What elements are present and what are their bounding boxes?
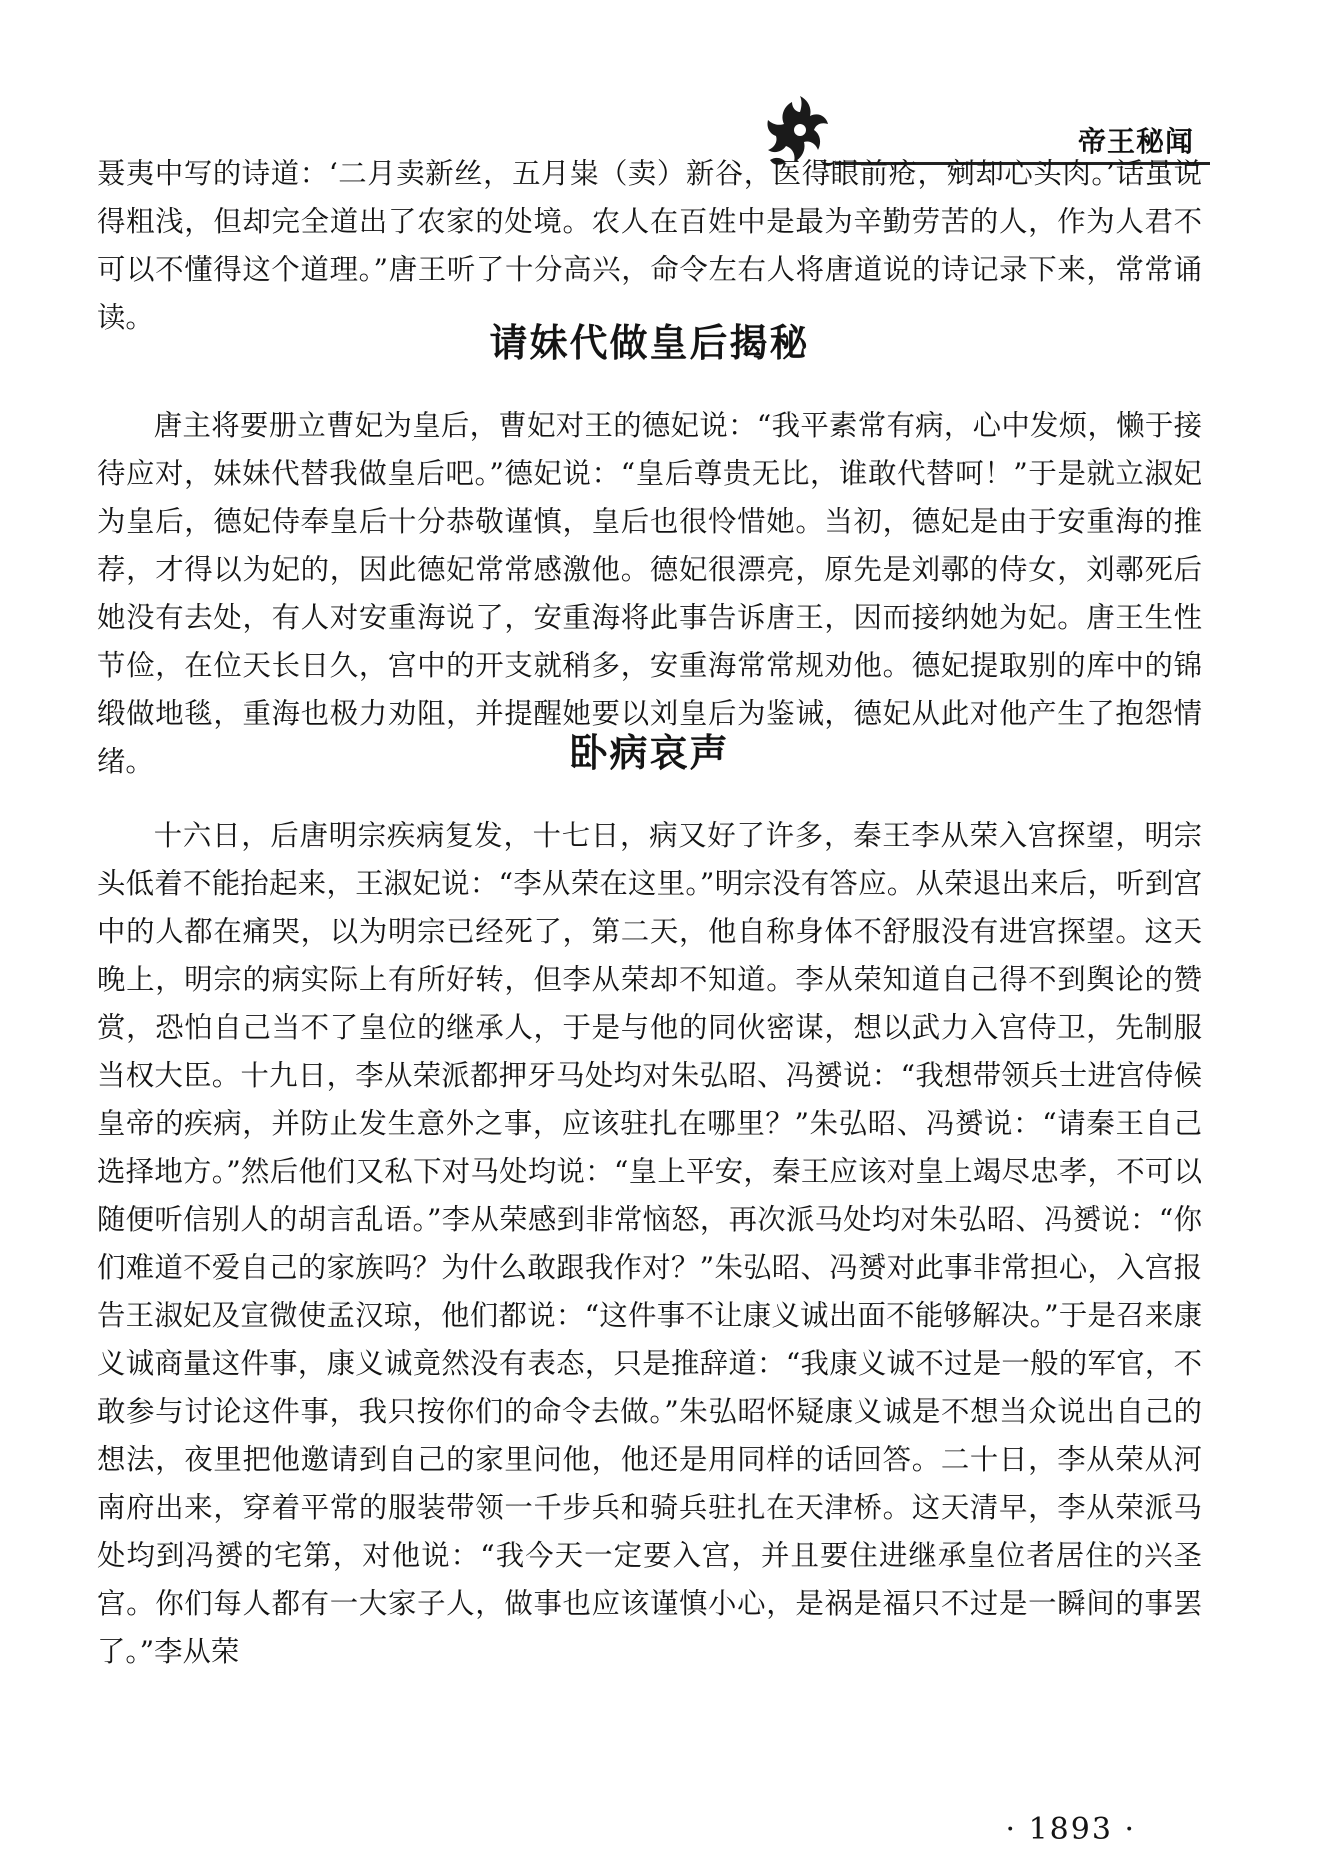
header-title: 帝王秘闻 [1077,125,1194,158]
intro-paragraph: 聂夷中写的诗道：‘二月卖新丝，五月粜（卖）新谷，医得眼前疮，剜却心头肉。’话虽说得粗浅，但却完全道出了农家的处境。农人在百姓中是最为辛勤劳苦的人，作为人君不可以不懂得这个道理。”唐王听了十分高兴，命令左右人将唐道说的诗记录下来，常常诵读。 [97,157,1202,334]
page-number: · 1893 · [1005,1812,1136,1847]
section-heading-2: 卧病哀声 [569,731,730,775]
section-body-1: 唐主将要册立曹妃为皇后，曹妃对王的德妃说：“我平素常有病，心中发烦，懒于接待应对，妹妹代替我做皇后吧。”德妃说：“皇后尊贵无比，谁敢代替呵！”于是就立淑妃为皇后，德妃侍奉皇后十分恭敬谨慎，皇后也很怜惜她。当初，德妃是由于安重海的推荐，才得以为妃的，因此德妃常常感激他。德妃很漂亮，原先是刘鄩的侍女，刘鄩死后她没有去处，有人对安重海说了，安重海将此事告诉唐王，因而接纳她为妃。唐王生性节俭，在位天长日久，宫中的开支就稍多，安重海常常规劝他。德妃提取别的库中的锦缎做地毯，重海也极力劝阻，并提醒她要以刘皇后为鉴诫，德妃从此对他产生了抱怨情绪。 [97,409,1202,778]
section-heading-1: 请妹代做皇后揭秘 [489,321,810,365]
section-body-2: 十六日，后唐明宗疾病复发，十七日，病又好了许多，秦王李从荣入宫探望，明宗头低着不能抬起来，王淑妃说：“李从荣在这里。”明宗没有答应。从荣退出来后，听到宫中的人都在痛哭，以为明宗已经死了，第二天，他自称身体不舒服没有进宫探望。这天晚上，明宗的病实际上有所好转，但李从荣却不知道。李从荣知道自己得不到舆论的赞赏，恐怕自己当不了皇位的继承人，于是与他的同伙密谋，想以武力入宫侍卫，先制服当权大臣。十九日，李从荣派都押牙马处均对朱弘昭、冯赟说：“我想带领兵士进宫侍候皇帝的疾病，并防止发生意外之事，应该驻扎在哪里？”朱弘昭、冯赟说：“请秦王自己选择地方。”然后他们又私下对马处均说：“皇上平安，秦王应该对皇上竭尽忠孝，不可以随便听信别人的胡言乱语。”李从荣感到非常恼怒，再次派马处均对朱弘昭、冯赟说：“你们难道不爱自己的家族吗？为什么敢跟我作对？”朱弘昭、冯赟对此事非常担心，入宫报告王淑妃及宣微使孟汉琼，他们都说：“这件事不让康义诚出面不能够解决。”于是召来康义诚商量这件事，康义诚竟然没有表态，只是推辞道：“我康义诚不过是一般的军官，不敢参与讨论这件事，我只按你们的命令去做。”朱弘昭怀疑康义诚是不想当众说出自己的想法，夜里把他邀请到自己的家里问他，他还是用同样的话回答。二十日，李从荣从河南府出来，穿着平常的服装带领一千步兵和骑兵驻扎在天津桥。这天清早，李从荣派马处均到冯赟的宅第，对他说：“我今天一定要入宫，并且要住进继承皇位者居住的兴圣宫。你们每人都有一大家子人，做事也应该谨慎小心，是祸是福只不过是一瞬间的事罢了。”李从荣 [97,819,1202,1668]
